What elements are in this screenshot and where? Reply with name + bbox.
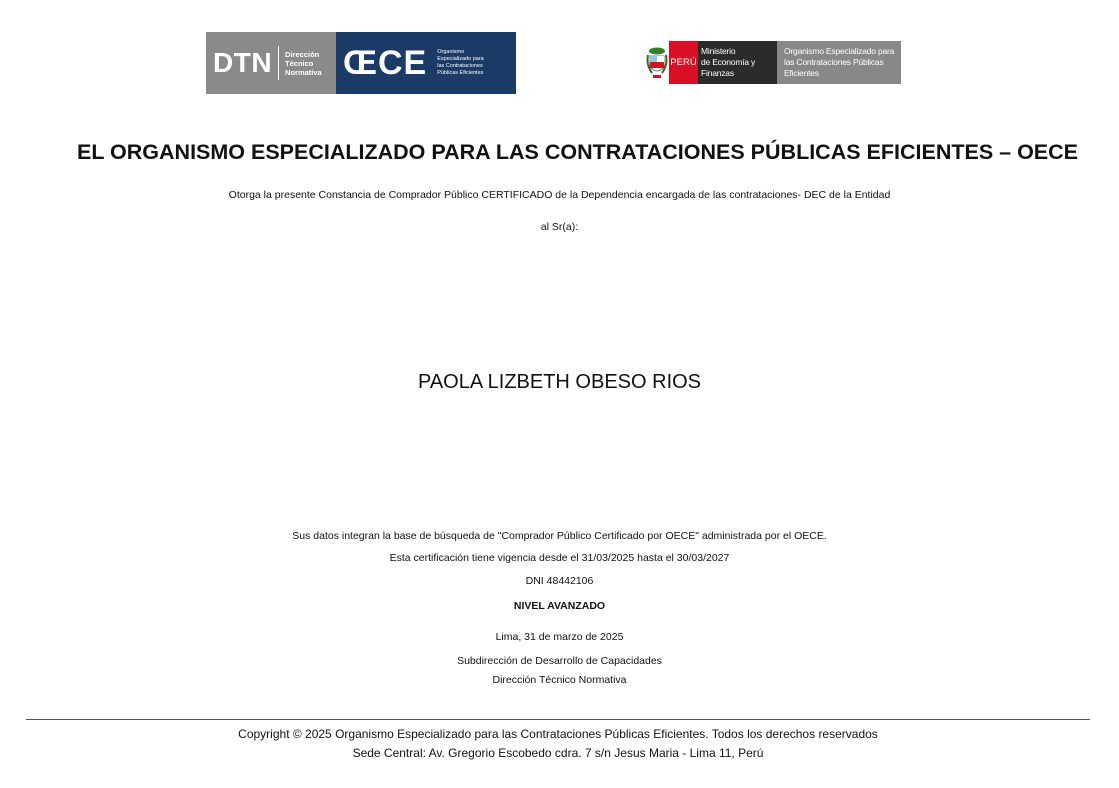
oece-logo-subtitle: Organismo Especializado para las Contrataciones Públicas Eficientes <box>437 49 484 76</box>
database-note: Sus datos integran la base de búsqueda de "Comprador Público Certificado por OECE" administrada por el OECE. <box>292 530 827 542</box>
agency-label: Organismo Especializado para las Contrataciones Públicas Eficientes <box>777 41 901 84</box>
peru-label: PERÚ <box>669 41 698 84</box>
dtn-logo-separator <box>278 46 279 80</box>
dtn-logo-block <box>206 32 336 94</box>
ministry-label: Ministerio de Economía y Finanzas <box>698 41 777 84</box>
certificate-title: EL ORGANISMO ESPECIALIZADO PARA LAS CONTRATACIONES PÚBLICAS EFICIENTES – OECE <box>76 140 1079 164</box>
certificate-intro: Otorga la presente Constancia de Comprador Público CERTIFICADO de la Dependencia encargada de las contrataciones- DEC de la Entidad <box>228 189 891 201</box>
dtn-logo-text: DTN <box>213 47 273 78</box>
oece-logo-text: ŒCE <box>343 43 428 82</box>
signer-office: Subdirección de Desarrollo de Capacidades <box>457 655 662 667</box>
footer-divider <box>26 719 1090 720</box>
signer-direction: Dirección Técnico Normativa <box>492 674 627 686</box>
place-date: Lima, 31 de marzo de 2025 <box>495 631 624 643</box>
dtn-oece-logo <box>206 32 516 94</box>
recipient-name: PAOLA LIZBETH OBESO RIOS <box>417 371 702 393</box>
oece-logo-block <box>336 32 516 94</box>
level-text: NIVEL AVANZADO <box>513 600 606 612</box>
dni-text: DNI 48442106 <box>525 575 594 587</box>
dtn-logo-subtitle: Dirección Técnico Normativa <box>285 49 322 77</box>
peru-coat-of-arms-icon <box>645 41 669 84</box>
government-logo <box>645 41 901 84</box>
validity-text: Esta certificación tiene vigencia desde el 31/03/2025 hasta el 30/03/2027 <box>389 552 730 564</box>
recipient-prefix: al Sr(a): <box>540 221 579 233</box>
footer-address: Sede Central: Av. Gregorio Escobedo cdra. 7 s/n Jesus Maria - Lima 11, Perú <box>352 746 764 760</box>
footer-copyright: Copyright © 2025 Organismo Especializado para las Contrataciones Públicas Eficientes. Todos los derechos reservados <box>238 727 878 741</box>
